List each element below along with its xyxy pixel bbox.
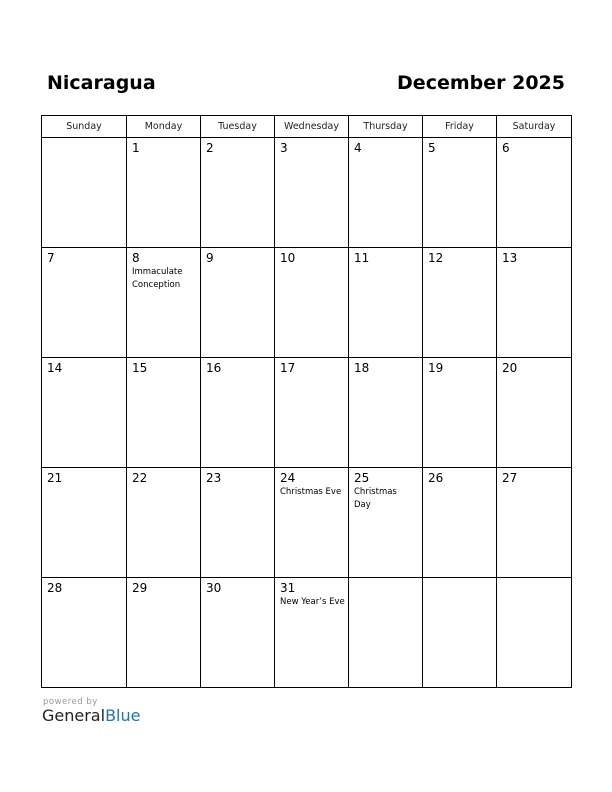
day-cell[interactable] [423, 578, 497, 688]
day-number: 12 [428, 251, 444, 265]
day-number: 9 [206, 251, 214, 265]
day-number: 28 [47, 581, 63, 595]
day-number: 10 [280, 251, 296, 265]
day-number: 22 [132, 471, 148, 485]
day-cell[interactable] [497, 358, 572, 468]
day-number: 24 [280, 471, 296, 485]
day-number: 3 [280, 141, 288, 155]
day-cell[interactable] [497, 138, 572, 248]
day-cell[interactable] [497, 578, 572, 688]
day-cell[interactable] [349, 358, 423, 468]
day-cell[interactable] [201, 138, 275, 248]
logo-blue: Blue [105, 706, 141, 725]
day-cell[interactable] [349, 138, 423, 248]
day-cell[interactable] [275, 138, 349, 248]
logo-general: General [42, 706, 106, 725]
day-cell[interactable] [42, 578, 127, 688]
day-cell[interactable] [275, 578, 349, 688]
holiday-label: New Year’s Eve [280, 597, 345, 607]
country-title: Nicaragua [47, 72, 156, 94]
month-title: December 2025 [397, 72, 565, 94]
day-number: 8 [132, 251, 140, 265]
day-cell[interactable] [423, 468, 497, 578]
day-cell[interactable] [497, 248, 572, 358]
day-number: 11 [354, 251, 370, 265]
day-cell[interactable] [497, 468, 572, 578]
weekday-sunday: Sunday [42, 116, 127, 138]
day-number: 19 [428, 361, 444, 375]
day-cell[interactable] [201, 578, 275, 688]
day-cell[interactable] [201, 468, 275, 578]
day-number: 14 [47, 361, 63, 375]
day-cell[interactable] [127, 248, 201, 358]
day-number: 29 [132, 581, 148, 595]
day-cell[interactable] [201, 358, 275, 468]
day-cell[interactable] [42, 138, 127, 248]
day-cell[interactable] [423, 138, 497, 248]
holiday-label: Christmas Day [354, 487, 397, 510]
day-number: 6 [502, 141, 510, 155]
day-cell[interactable] [349, 578, 423, 688]
day-number: 26 [428, 471, 444, 485]
week-row [42, 248, 572, 358]
generalblue-logo[interactable] [42, 707, 140, 725]
day-cell[interactable] [275, 248, 349, 358]
weekday-tuesday: Tuesday [201, 116, 275, 138]
weekday-monday: Monday [127, 116, 201, 138]
day-cell[interactable] [201, 248, 275, 358]
holiday-label: Christmas Eve [280, 487, 342, 497]
day-number: 23 [206, 471, 222, 485]
day-cell[interactable] [349, 468, 423, 578]
weekday-saturday: Saturday [497, 116, 572, 138]
week-row [42, 138, 572, 248]
day-number: 27 [502, 471, 518, 485]
day-number: 13 [502, 251, 518, 265]
day-cell[interactable] [349, 248, 423, 358]
day-number: 17 [280, 361, 296, 375]
day-number: 2 [206, 141, 214, 155]
day-number: 25 [354, 471, 370, 485]
day-number: 30 [206, 581, 222, 595]
day-number: 16 [206, 361, 222, 375]
weekday-header-row [42, 116, 572, 138]
day-number: 18 [354, 361, 370, 375]
day-cell[interactable] [127, 358, 201, 468]
weekday-friday: Friday [423, 116, 497, 138]
week-row [42, 358, 572, 468]
footer [42, 697, 140, 725]
day-cell[interactable] [127, 138, 201, 248]
calendar-grid [41, 115, 572, 688]
day-cell[interactable] [127, 468, 201, 578]
holiday-label: Immaculate Conception [132, 267, 183, 290]
day-cell[interactable] [423, 358, 497, 468]
day-cell[interactable] [275, 358, 349, 468]
weekday-thursday: Thursday [349, 116, 423, 138]
day-number: 31 [280, 581, 296, 595]
week-row [42, 578, 572, 688]
day-cell[interactable] [42, 468, 127, 578]
weekday-wednesday: Wednesday [275, 116, 349, 138]
day-number: 15 [132, 361, 148, 375]
day-cell[interactable] [423, 248, 497, 358]
day-cell[interactable] [42, 248, 127, 358]
day-number: 1 [132, 141, 140, 155]
day-cell[interactable] [127, 578, 201, 688]
day-number: 4 [354, 141, 362, 155]
powered-by-text: powered by [43, 697, 98, 707]
day-number: 7 [47, 251, 55, 265]
day-number: 20 [502, 361, 518, 375]
day-cell[interactable] [275, 468, 349, 578]
day-cell[interactable] [42, 358, 127, 468]
day-number: 5 [428, 141, 436, 155]
week-row [42, 468, 572, 578]
day-number: 21 [47, 471, 63, 485]
